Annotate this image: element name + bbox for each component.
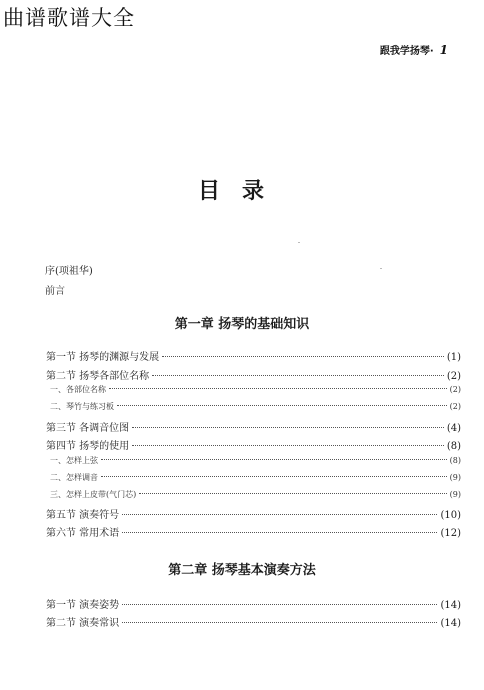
toc-entry[interactable] bbox=[46, 348, 461, 362]
toc-entry[interactable] bbox=[46, 614, 461, 628]
toc-entry-page: (9) bbox=[449, 473, 461, 482]
dot-leader bbox=[101, 476, 447, 477]
toc-entry-page: (9) bbox=[449, 490, 461, 499]
dot-leader bbox=[117, 405, 447, 406]
toc-title: 目录 bbox=[197, 179, 286, 204]
toc-entry[interactable] bbox=[46, 596, 461, 610]
toc-entry-page: (2) bbox=[449, 385, 461, 394]
scan-speck bbox=[380, 268, 382, 269]
watermark-text: 曲谱歌谱大全 bbox=[3, 6, 135, 30]
running-head bbox=[380, 42, 448, 57]
toc-entry-page: (2) bbox=[446, 371, 461, 382]
toc-entry[interactable] bbox=[46, 524, 461, 538]
toc-entry-label: 第六节 常用术语 bbox=[46, 528, 120, 539]
dot-leader bbox=[122, 532, 437, 533]
toc-entry-page: (10) bbox=[440, 510, 461, 521]
toc-entry-label: 一、各部位名称 bbox=[50, 385, 106, 394]
dot-leader bbox=[132, 427, 444, 428]
toc-entry-label: 第五节 演奏符号 bbox=[46, 510, 120, 521]
toc-entry-page: (8) bbox=[446, 441, 461, 452]
dot-leader bbox=[132, 445, 444, 446]
page-number: 1 bbox=[439, 43, 448, 57]
toc-entry[interactable] bbox=[46, 367, 461, 381]
toc-entry-label: 第二节 演奏常识 bbox=[46, 618, 120, 629]
toc-entry[interactable] bbox=[46, 506, 461, 520]
toc-subentry[interactable] bbox=[50, 472, 461, 486]
foreword-entry: 前言 bbox=[45, 286, 65, 297]
toc-entry-label: 第一节 扬琴的渊源与发展 bbox=[46, 352, 160, 363]
toc-subentry[interactable] bbox=[50, 489, 461, 503]
dot-leader bbox=[152, 375, 444, 376]
scan-speck bbox=[298, 242, 300, 243]
toc-entry[interactable] bbox=[46, 419, 461, 433]
toc-entry-page: (14) bbox=[440, 618, 461, 629]
toc-entry-page: (12) bbox=[440, 528, 461, 539]
toc-entry-label: 三、怎样上皮带(气门芯) bbox=[50, 490, 137, 499]
dot-leader bbox=[122, 514, 437, 515]
toc-entry-label: 一、怎样上弦 bbox=[50, 456, 98, 465]
toc-entry-page: (4) bbox=[446, 423, 461, 434]
toc-entry-page: (14) bbox=[440, 600, 461, 611]
toc-entry[interactable] bbox=[46, 437, 461, 451]
toc-entry-label: 第四节 扬琴的使用 bbox=[46, 441, 130, 452]
chapter-1-heading: 第一章 扬琴的基础知识 bbox=[174, 317, 310, 332]
toc-entry-label: 二、怎样调音 bbox=[50, 473, 98, 482]
dot-leader bbox=[109, 388, 447, 389]
dot-leader bbox=[122, 604, 437, 605]
toc-subentry[interactable] bbox=[50, 384, 461, 398]
dot-leader bbox=[122, 622, 437, 623]
toc-entry-label: 二、琴竹与练习板 bbox=[50, 402, 114, 411]
toc-subentry[interactable] bbox=[50, 455, 461, 469]
toc-entry-page: (1) bbox=[446, 352, 461, 363]
toc-entry-page: (8) bbox=[449, 456, 461, 465]
chapter-2-heading: 第二章 扬琴基本演奏方法 bbox=[168, 563, 316, 578]
toc-entry-label: 第二节 扬琴各部位名称 bbox=[46, 371, 150, 382]
toc-entry-label: 第一节 演奏姿势 bbox=[46, 600, 120, 611]
preface-entry: 序(项祖华) bbox=[45, 266, 93, 277]
dot-leader bbox=[139, 493, 446, 494]
toc-entry-page: (2) bbox=[449, 402, 461, 411]
toc-entry-label: 第三节 各调音位图 bbox=[46, 423, 130, 434]
dot-leader bbox=[101, 459, 447, 460]
toc-subentry[interactable] bbox=[50, 401, 461, 415]
running-head-title: 跟我学扬琴· bbox=[379, 46, 434, 57]
dot-leader bbox=[162, 356, 444, 357]
